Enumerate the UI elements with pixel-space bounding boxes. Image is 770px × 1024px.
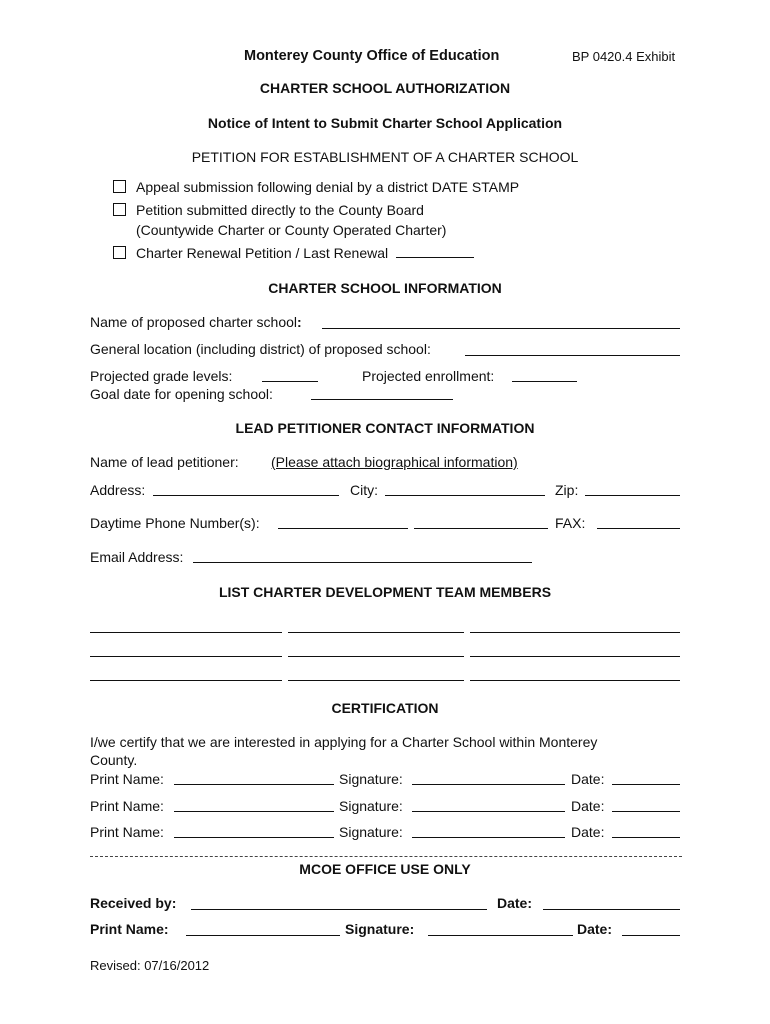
print-name-label: Print Name: [90,824,164,840]
print-name-field[interactable] [174,811,334,812]
team-member-field[interactable] [470,632,680,633]
received-by-label: Received by: [90,895,177,911]
fax-label: FAX: [555,515,586,531]
county-board-note: (Countywide Charter or County Operated Charter) [136,222,447,238]
signature-label: Signature: [339,824,403,840]
office-print-field[interactable] [186,935,340,936]
last-renewal-field[interactable] [396,243,474,258]
grades-field[interactable] [262,381,318,382]
office-date-field-2[interactable] [622,935,680,936]
print-name-field[interactable] [174,837,334,838]
exhibit-number: BP 0420.4 Exhibit [572,49,676,64]
signature-field[interactable] [412,837,565,838]
lead-heading: LEAD PETITIONER CONTACT INFORMATION [235,420,535,436]
date-field[interactable] [612,811,680,812]
print-name-label: Print Name: [90,798,164,814]
enrollment-field[interactable] [512,381,577,382]
form-subtitle: Notice of Intent to Submit Charter School Application [207,115,563,131]
phone-field-2[interactable] [414,528,548,529]
signature-label: Signature: [339,771,403,787]
school-name-field[interactable] [322,328,680,329]
lead-name-label: Name of lead petitioner: [90,454,239,470]
school-name-label: Name of proposed charter school: [90,314,302,330]
office-signature-field[interactable] [428,935,573,936]
office-date-label-2: Date: [577,921,613,937]
phone-field-1[interactable] [278,528,408,529]
location-label: General location (including district) of proposed school: [90,341,431,357]
form-title: CHARTER SCHOOL AUTHORIZATION [259,80,511,96]
email-label: Email Address: [90,549,184,565]
goal-date-field[interactable] [311,399,453,400]
signature-label: Signature: [339,798,403,814]
team-member-field[interactable] [90,680,282,681]
fax-field[interactable] [597,528,680,529]
certification-statement-line2: County. [90,752,138,768]
certification-statement-line1: I/we certify that we are interested in applying for a Charter School within Monterey [90,734,598,750]
zip-label: Zip: [555,482,579,498]
county-board-label: Petition submitted directly to the County Board [136,202,424,218]
office-signature-label: Signature: [345,921,415,937]
office-date-field[interactable] [543,909,680,910]
team-member-field[interactable] [288,632,464,633]
print-name-label: Print Name: [90,771,164,787]
office-heading: MCOE OFFICE USE ONLY [299,861,471,877]
received-by-field[interactable] [191,909,487,910]
date-field[interactable] [612,837,680,838]
team-member-field[interactable] [288,680,464,681]
phone-label: Daytime Phone Number(s): [90,515,260,531]
city-label: City: [350,482,378,498]
address-field[interactable] [153,495,339,496]
organization-name: Monterey County Office of Education [244,48,500,64]
office-print-label: Print Name: [90,921,169,937]
grades-label: Projected grade levels: [90,368,233,384]
goal-date-label: Goal date for opening school: [90,386,273,402]
date-label: Date: [571,798,605,814]
certification-heading: CERTIFICATION [331,700,439,716]
team-heading: LIST CHARTER DEVELOPMENT TEAM MEMBERS [218,584,552,600]
team-member-field[interactable] [470,680,680,681]
county-board-checkbox[interactable] [113,203,126,216]
school-info-heading: CHARTER SCHOOL INFORMATION [268,280,502,296]
renewal-label: Charter Renewal Petition / Last Renewal [136,245,389,261]
zip-field[interactable] [585,495,680,496]
appeal-label: Appeal submission following denial by a district DATE STAMP [136,179,520,195]
bio-note: (Please attach biographical information) [271,454,518,470]
team-member-field[interactable] [90,632,282,633]
email-field[interactable] [193,562,532,563]
date-label: Date: [571,771,605,787]
option-renewal[interactable] [113,243,474,262]
address-label: Address: [90,482,146,498]
team-member-field[interactable] [288,656,464,657]
renewal-checkbox[interactable] [113,246,126,259]
office-divider [90,856,682,857]
team-member-field[interactable] [470,656,680,657]
print-name-field[interactable] [174,784,334,785]
option-county-board[interactable] [113,201,424,219]
team-member-field[interactable] [90,656,282,657]
date-label: Date: [571,824,605,840]
signature-field[interactable] [412,784,565,785]
signature-field[interactable] [412,811,565,812]
option-appeal[interactable] [113,178,519,196]
office-date-label: Date: [497,895,533,911]
revised-date: Revised: 07/16/2012 [90,958,210,973]
date-field[interactable] [612,784,680,785]
location-field[interactable] [465,355,680,356]
city-field[interactable] [385,495,545,496]
petition-heading: PETITION FOR ESTABLISHMENT OF A CHARTER SCHOOL [191,149,579,165]
appeal-checkbox[interactable] [113,180,126,193]
enrollment-label: Projected enrollment: [362,368,495,384]
